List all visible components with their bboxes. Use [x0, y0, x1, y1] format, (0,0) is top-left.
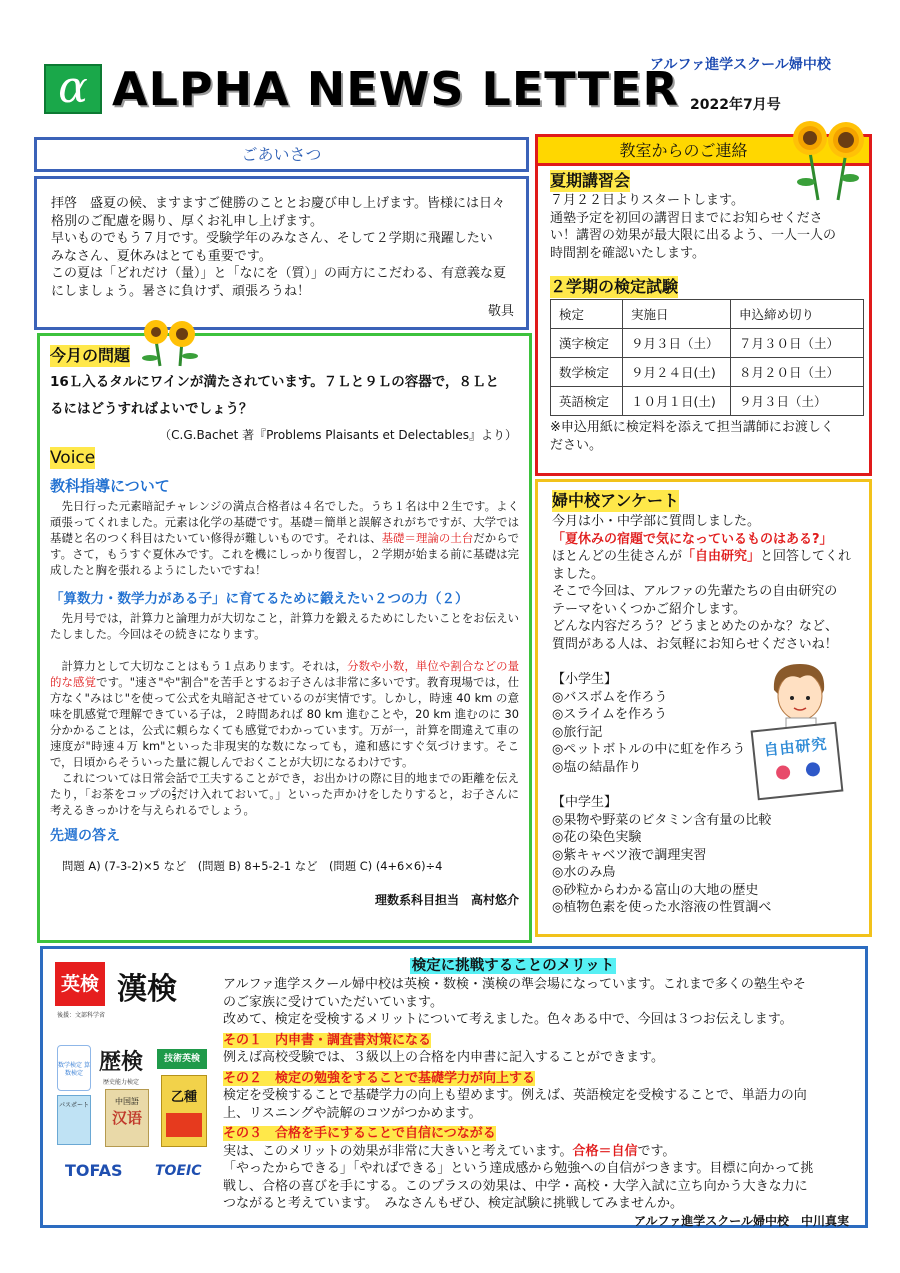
exam-note: ださい。: [550, 437, 603, 453]
table-row: [551, 358, 864, 387]
list-item: ◎植物色素を使った水溶液の性質調べ: [552, 900, 772, 915]
gijutsu-logo: 技術英検: [157, 1049, 207, 1069]
survey-body: 質問がある人は、お気軽にお知らせくださいね！: [552, 636, 838, 652]
newsletter-title: ALPHA NEWS LETTER: [112, 62, 679, 116]
table-row: [551, 329, 864, 358]
elem-label: 【小学生】: [552, 672, 618, 687]
survey-answer: [552, 548, 859, 583]
merit-box: [40, 946, 868, 1228]
sunflower-icon: [140, 318, 200, 368]
summer-line: ７月２２日よりスタートします。: [550, 193, 744, 208]
otsu-text: 乙種: [170, 1090, 197, 1105]
merit-end: 戦し、合格の喜びを手にする。このプラスの効果は、中学・高校・大学入試に立ち向かう大きな力に: [223, 1178, 808, 1194]
merit-2-text: 上、リスニングや読解のコツがつかめます。: [223, 1105, 482, 1121]
greeting-box: [34, 176, 529, 330]
sec1-text: 先日行った元素暗記チャレンジの満点合格者は４名でした。うち１名は中２生です。よく頑張ってくれました。元素は化学の基礎です。基礎＝簡単と誤解されがちですが、大学では基礎と名のつく科目はたいてい修得が難しいものです。それは、: [50, 499, 519, 545]
list-item: ◎花の染色実験: [552, 830, 642, 845]
sign-text: 自由研究: [762, 734, 829, 760]
sec2-text: これについては日常会話で工夫することができ，お出かけの際に目的地までの距離を伝えたり，「お茶をコップの: [50, 771, 519, 801]
rekiken-logo: [99, 1045, 159, 1079]
merit-heading: 検定に挑戦することのメリット: [411, 958, 615, 974]
summer-line: 時間割を確認いたします。: [550, 245, 705, 261]
merit-1-text: 例えば高校受験では、３級以上の合格を内申書に記入することができます。: [223, 1050, 664, 1065]
table-header: 申込締め切り: [731, 300, 864, 329]
problem-source: （C.G.Bachet 著『Problems Plaisants et Delectables』より）: [159, 428, 517, 442]
survey-answer-text: と回答してくれました。: [552, 549, 852, 582]
survey-body: どんな内容だろう？どうまとめたのかな？など、: [552, 619, 839, 634]
table-row: [551, 300, 864, 329]
list-item: ◎バスボムを作ろう: [552, 689, 668, 705]
sec2-p2: [50, 658, 519, 770]
greeting-heading-box: [34, 137, 529, 172]
eiken-sub: 後援：文部科学省: [57, 1012, 106, 1019]
voice-label: Voice: [50, 448, 96, 468]
problem-question: 16Ｌ入るタルにワインが満たされています。７Ｌと９Ｌの容器で，８Ｌと: [50, 374, 500, 390]
free-research-sign: [751, 722, 844, 801]
merit-3-text-part: です。: [637, 1143, 676, 1159]
passport-book: [57, 1095, 91, 1145]
survey-answer-text: ほとんどの生徒さんが: [552, 549, 683, 564]
toeic-logo: TOEIC: [155, 1163, 202, 1179]
list-item: ◎スライムを作ろう: [552, 707, 667, 722]
summer-line: 通塾予定を初回の講習日までにお知らせくださ: [550, 210, 823, 226]
china-text: 中国語: [115, 1097, 139, 1106]
notice-heading: 教室からのご連絡: [619, 141, 748, 160]
list-item: ◎果物や野菜のビタミン含有量の比較: [552, 812, 772, 828]
table-cell: 数学検定: [551, 358, 623, 387]
exam-table: [550, 299, 864, 416]
table-cell: ９月２４日(土): [623, 358, 731, 387]
table-row: [551, 387, 864, 416]
list-item: ◎旅行記: [552, 724, 603, 740]
greeting-line: この夏は「どれだけ（量）」と「なにを（質）」の両方にこだわる、有意義な夏: [51, 266, 507, 281]
merit-2-title: その２ 検定の勉強をすることで基礎学力が向上する: [223, 1070, 536, 1086]
math-badge: [57, 1045, 91, 1091]
survey-intro: 今月は小・中学部に質問しました。: [552, 514, 761, 529]
problem-question: るにはどうすればよいでしょう？: [50, 401, 253, 417]
sec1-title: 教科指導について: [50, 477, 170, 495]
issue-date: 2022年7月号: [690, 97, 781, 113]
sec2-highlight: 分数や小数，単位や割合などの量的な感覚: [50, 659, 519, 689]
merit-2-text: 検定を受検することで基礎学力の向上も望めます。例えば、英語検定を受検することで、単語力の向: [223, 1088, 807, 1103]
survey-body: そこで今回は、アルファの先輩たちの自由研究の: [552, 584, 838, 599]
survey-body: テーマをいくつかご紹介します。: [552, 601, 746, 617]
greeting-line: 早いものでもう７月です。受験学年のみなさん、そして２学期に飛躍したい: [51, 231, 493, 246]
merit-p1: のご家族に受けていただいています。: [223, 994, 443, 1010]
table-header: 検定: [551, 300, 623, 329]
merit-text: [223, 955, 863, 1230]
table-cell: １０月１日(土): [623, 387, 731, 416]
answer-title: 先週の答え: [50, 828, 120, 844]
answers: 問題 A) (7-3-2)×5 など (問題 B) 8+5-2-1 など (問題 C) (4+6×6)÷4: [62, 859, 443, 873]
jh-label: 【中学生】: [552, 795, 618, 810]
greeting-line: にしましょう。暑さに負けず、頑張ろうね！: [51, 283, 310, 299]
survey-question: 「夏休みの宿題で気になっているものはある?」: [552, 531, 833, 547]
merit-1-title: その１ 内申書・調査書対策になる: [223, 1032, 432, 1048]
exam-note: ※申込用紙に検定料を添えて担当講師にお渡しく: [550, 420, 834, 435]
sec2-title: 「算数力・数学力がある子」に育てるために鍛えたい２つの力（２）: [50, 591, 469, 607]
fraction-num: 2: [171, 786, 177, 794]
greeting-line: 格別のご配慮を賜り、厚くお礼申し上げます。: [51, 213, 323, 229]
rekiken-text: 歴検: [99, 1050, 144, 1075]
table-cell: ８月２０日（土）: [731, 358, 864, 387]
china-sub: 汉语: [111, 1109, 142, 1127]
problem-signature: 理数系科目担当 高村悠介: [374, 893, 519, 907]
sec2-text: です。"速さ"や"割合"を苦手とするお子さんは非常に多いです。教育現場では，仕方なく"みはじ"を使って公式を丸暗記させているのが実情です。しかし，時速 40 km の意味を肌感覚で理解できている子は，２時間あれば 80 km 進むことや，20 km 進むのに 30 分かかることは，公式に頼らなくても感覚でわかっています。万が一，計算を間違えて車の速度が"時速４万 km"といった非現実的な数になっても，違和感にすぐ気づけます。そこで，日頃からそういった量に親しんでおくことが大切になるわけです。: [50, 675, 519, 769]
sec2-text: だけ入れておいて。」といった声かけをしたりすると，お子さんに考えるきっかけを与えられるでしょう。: [50, 787, 520, 817]
sec2-p1: 先月号では，計算力と論理力が大切なこと，計算力を鍛えるためにしたいことをお伝えいたしました。今回はその続きになります。: [50, 611, 519, 641]
list-item: ◎砂粒からわかる富山の大地の歴史: [552, 882, 759, 898]
rekiken-sub: 歴史能力検定: [103, 1079, 140, 1086]
merit-3-text-part: 実は、このメリットの効果が非常に大きいと考えています。: [223, 1143, 573, 1159]
table-cell: ９月３日（土）: [731, 387, 864, 416]
table-cell: 英語検定: [551, 387, 623, 416]
problem-box: [37, 333, 532, 943]
merit-3-text: [223, 1143, 863, 1161]
sec1-text: だからです。さて，もうすぐ夏休みです。これを機にしっかり復習し，２学期が始まる前に基礎は完成したと胸を張れるようにしたいですね！: [50, 531, 520, 577]
student-illustration: [752, 660, 852, 800]
greeting-heading: ごあいさつ: [241, 145, 322, 164]
sec2-text: 計算力として大切なことはもう１点あります。それは，: [50, 659, 348, 673]
list-item: ◎塩の結晶作り: [552, 759, 642, 775]
merit-3-highlight: 合格＝自信: [572, 1143, 638, 1159]
sign-drawing: [756, 759, 840, 786]
merit-p1: アルファ進学スクール婦中校は英検・数検・漢検の準会場になっています。これまで多くの塾生やそ: [223, 977, 806, 992]
passport-text: パスポート: [58, 1102, 89, 1109]
table-cell: ９月３日（土）: [623, 329, 731, 358]
list-item: ◎紫キャベツ液で調理実習: [552, 847, 707, 863]
survey-heading: 婦中校アンケート: [552, 491, 680, 510]
list-item: ◎ペットボトルの中に虹を作ろう: [552, 742, 746, 757]
school-name: アルファ進学スクール婦中校: [650, 57, 831, 73]
list-item: ◎水のみ鳥: [552, 865, 616, 880]
otsu-book: [161, 1075, 207, 1147]
fraction-den: 3: [171, 794, 177, 802]
greeting-line: 拝啓 盛夏の候、ますますご健勝のこととお慶び申し上げます。皆様には日々: [51, 196, 505, 211]
tofas-logo: TOFAS: [65, 1161, 123, 1180]
table-header: 実施日: [623, 300, 731, 329]
greeting-closing: 敬具: [487, 304, 514, 319]
table-cell: ７月３０日（土）: [731, 329, 864, 358]
sunflower-icon: [788, 112, 868, 202]
table-cell: 漢字検定: [551, 329, 623, 358]
sec2-p3: [50, 770, 519, 818]
kanken-logo: 漢検: [117, 972, 177, 1007]
math-badge-text: 数学検定 算数検定: [58, 1062, 90, 1077]
merit-end: つながると考えています。 みなさんもぜひ、検定試験に挑戦してみませんか。: [223, 1196, 683, 1211]
merit-end: 「やったからできる」「やればできる」という達成感から勉強への自信がつきます。目標に向かって挑: [223, 1161, 814, 1176]
eiken-logo: 英検: [55, 962, 105, 1006]
merit-3-title: その３ 合格を手にすることで自信につながる: [223, 1126, 496, 1141]
problem-heading: 今月の問題: [50, 346, 131, 365]
greeting-line: みなさん、夏休みはとても重要です。: [51, 248, 272, 264]
sec1-body: [50, 498, 519, 578]
survey-answer-highlight: 「自由研究」: [682, 549, 761, 564]
china-book: [105, 1089, 149, 1147]
summer-line: い！講習の効果が最大限に出るよう、一人一人の: [550, 228, 837, 243]
exam-title: ２学期の検定試験: [550, 277, 679, 296]
alpha-logo: α: [44, 64, 102, 114]
summer-course-title: 夏期講習会: [550, 171, 631, 190]
merit-p2: 改めて、検定を受検するメリットについて考えました。色々ある中で、今回は３つお伝えします。: [223, 1012, 793, 1027]
sec1-highlight: 基礎＝理論の土台: [381, 531, 474, 545]
merit-signature: アルファ進学スクール婦中校 中川真実: [633, 1213, 849, 1228]
